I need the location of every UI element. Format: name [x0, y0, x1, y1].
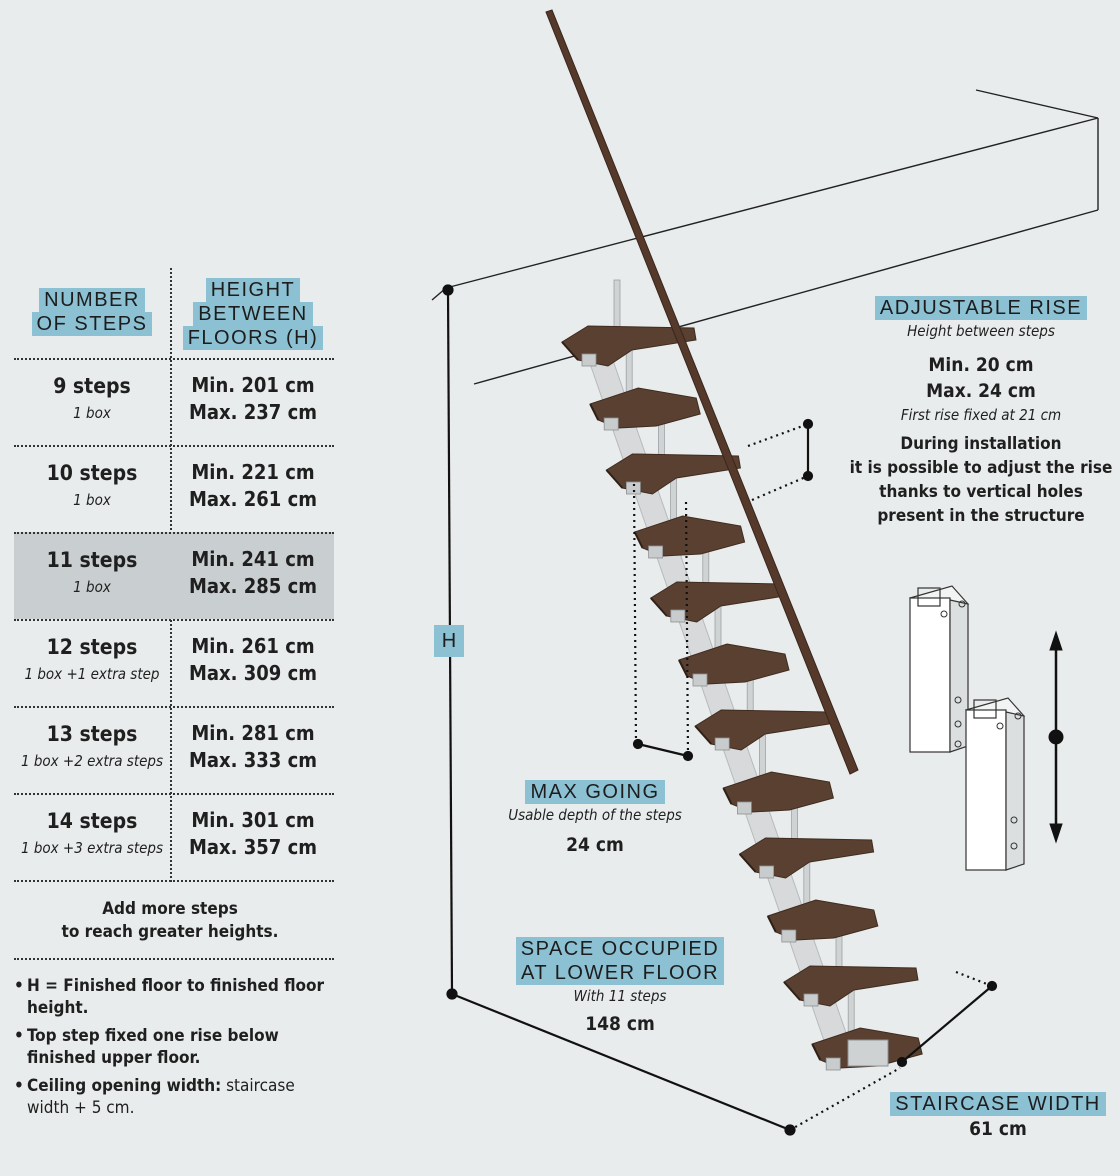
- tread-bracket: [737, 802, 751, 814]
- table-bottom-rule: [14, 880, 334, 882]
- tread-bracket: [804, 994, 818, 1006]
- support-box-lower: [966, 698, 1024, 870]
- row-min-height: Min. 261 cm: [191, 634, 315, 658]
- tread-bracket: [604, 418, 618, 430]
- double-arrow-icon: [1049, 632, 1063, 842]
- adjustable-rise-subtitle: Height between steps: [907, 322, 1055, 340]
- table-row: [14, 793, 334, 880]
- space-occupied-title-line-2: AT LOWER FLOOR: [516, 961, 724, 985]
- row-max-height: Max. 333 cm: [189, 748, 317, 772]
- row-boxes: 1 box +3 extra steps: [20, 839, 164, 857]
- max-going-block: [470, 780, 720, 858]
- description-line: it is possible to adjust the rise: [849, 458, 1113, 478]
- max-going-title: MAX GOING: [525, 780, 664, 804]
- notes-list: [14, 975, 334, 1125]
- notes-divider: [14, 958, 334, 960]
- adjustable-rise-illustration: [910, 586, 1024, 870]
- row-steps: 12 steps: [46, 635, 138, 659]
- rise-dimension: [748, 420, 812, 500]
- row-boxes: 1 box: [73, 404, 111, 422]
- row-min-height: Min. 201 cm: [191, 373, 315, 397]
- tread-bracket: [626, 482, 640, 494]
- header-steps-line-2: OF STEPS: [32, 312, 153, 336]
- description-line: During installation: [900, 434, 1062, 454]
- header-number-of-steps: [14, 288, 170, 336]
- row-boxes: 1 box +2 extra steps: [20, 752, 164, 770]
- table-row-highlighted: [14, 532, 334, 619]
- row-steps: 9 steps: [53, 374, 131, 398]
- space-occupied-block: [470, 937, 770, 1037]
- row-boxes: 1 box +1 extra step: [24, 665, 160, 683]
- note-bold: H = Finished floor to finished floor height.: [27, 976, 325, 1018]
- row-steps: 14 steps: [46, 809, 138, 833]
- base-plate: [848, 1040, 888, 1066]
- adjustable-rise-description: [836, 432, 1120, 528]
- header-height-between-floors: [172, 278, 334, 350]
- note-item: [14, 1025, 334, 1069]
- row-max-height: Max. 285 cm: [189, 574, 317, 598]
- table-row: [14, 445, 334, 532]
- row-steps: 10 steps: [46, 461, 138, 485]
- tread-bracket: [693, 674, 707, 686]
- table-header: [14, 268, 334, 358]
- steps-height-table: [14, 268, 334, 882]
- staircase-width-title: STAIRCASE WIDTH: [890, 1092, 1105, 1116]
- row-min-height: Min. 221 cm: [191, 460, 315, 484]
- description-line: present in the structure: [877, 506, 1085, 526]
- header-height-line-1: HEIGHT: [206, 278, 301, 302]
- h-label: H: [434, 625, 464, 657]
- space-occupied-subtitle: With 11 steps: [573, 987, 667, 1005]
- staircase-width-block: [888, 1092, 1108, 1142]
- description-line: thanks to vertical holes: [879, 482, 1083, 502]
- note-bold: Ceiling opening width:: [27, 1076, 222, 1096]
- adjustable-rise-note: First rise fixed at 21 cm: [900, 406, 1062, 424]
- adjustable-rise-title: ADJUSTABLE RISE: [875, 296, 1087, 320]
- tread-bracket: [782, 930, 796, 942]
- note-item: [14, 1075, 334, 1119]
- note-bold: Top step fixed one rise below finished upper floor.: [27, 1026, 279, 1068]
- header-steps-line-1: NUMBER: [39, 288, 145, 312]
- table-row: [14, 358, 334, 445]
- space-occupied-title-line-1: SPACE OCCUPIED: [516, 937, 724, 961]
- tread-bracket: [715, 738, 729, 750]
- tread-bracket: [582, 354, 596, 366]
- adjustable-rise-block: [836, 296, 1120, 528]
- row-steps: 13 steps: [46, 722, 138, 746]
- tread-bracket: [671, 610, 685, 622]
- header-height-line-3: FLOORS (H): [183, 326, 324, 350]
- staircase-width-value: 61 cm: [969, 1118, 1027, 1140]
- adjustable-rise-max: Max. 24 cm: [926, 380, 1036, 402]
- row-min-height: Min. 301 cm: [191, 808, 315, 832]
- row-max-height: Max. 237 cm: [189, 400, 317, 424]
- tread-bracket: [649, 546, 663, 558]
- header-height-line-2: BETWEEN: [193, 302, 312, 326]
- max-going-subtitle: Usable depth of the steps: [508, 806, 682, 824]
- row-min-height: Min. 241 cm: [191, 547, 315, 571]
- row-max-height: Max. 357 cm: [189, 835, 317, 859]
- tread-bracket: [760, 866, 774, 878]
- add-more-steps-note: [14, 898, 326, 944]
- table-row: [14, 706, 334, 793]
- row-boxes: 1 box: [73, 578, 111, 596]
- space-occupied-value: 148 cm: [585, 1013, 655, 1035]
- table-row: [14, 619, 334, 706]
- max-going-value: 24 cm: [566, 834, 624, 856]
- support-box-upper: [910, 586, 968, 752]
- row-max-height: Max. 309 cm: [189, 661, 317, 685]
- add-more-line-2: to reach greater heights.: [61, 922, 279, 942]
- row-boxes: 1 box: [73, 491, 111, 509]
- note-rest: staircase width + 5 cm.: [27, 1076, 295, 1118]
- add-more-line-1: Add more steps: [102, 899, 238, 919]
- note-item: [14, 975, 334, 1019]
- tread-bracket: [826, 1058, 840, 1070]
- row-max-height: Max. 261 cm: [189, 487, 317, 511]
- row-min-height: Min. 281 cm: [191, 721, 315, 745]
- adjustable-rise-min: Min. 20 cm: [928, 354, 1034, 376]
- row-steps: 11 steps: [46, 548, 138, 572]
